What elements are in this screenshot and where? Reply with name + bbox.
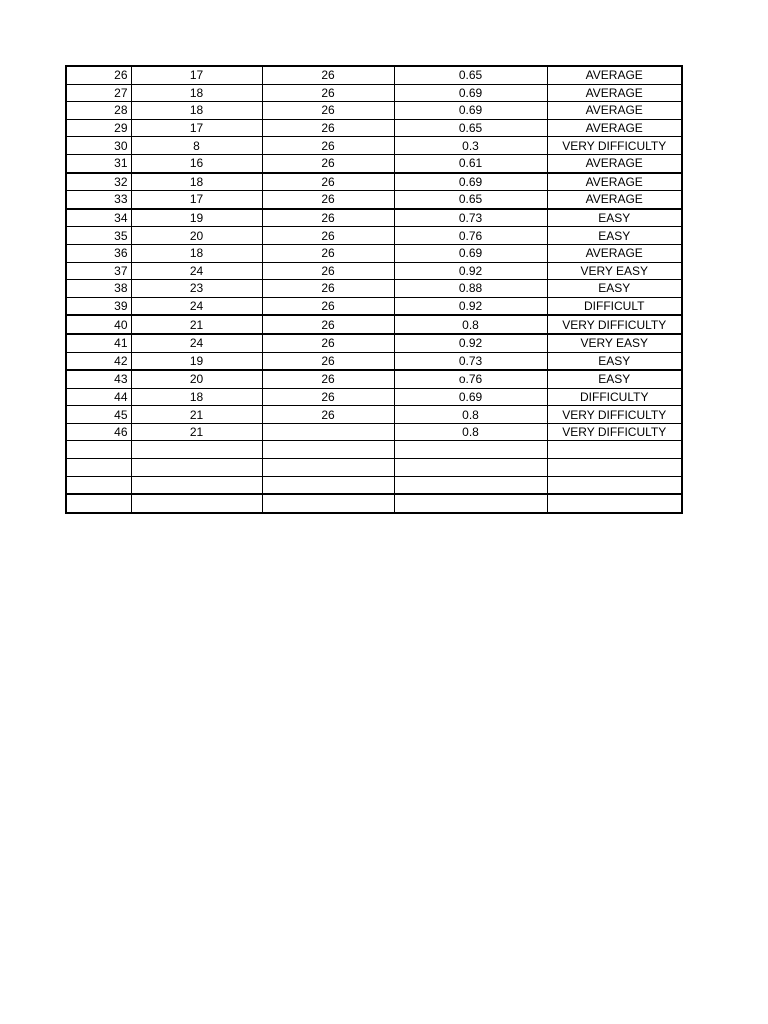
index-cell xyxy=(394,494,547,513)
correct-count-cell: 16 xyxy=(131,154,262,172)
index-cell: 0.69 xyxy=(394,244,547,262)
table-row xyxy=(66,154,682,172)
item-number-cell: 27 xyxy=(66,84,131,102)
total-count-cell xyxy=(262,441,394,459)
level-cell xyxy=(547,476,682,494)
level-cell: VERY EASY xyxy=(547,262,682,280)
table-row xyxy=(66,227,682,245)
item-number-cell: 43 xyxy=(66,370,131,388)
index-cell: 0.92 xyxy=(394,334,547,352)
table-row xyxy=(66,244,682,262)
correct-count-cell: 24 xyxy=(131,262,262,280)
table-row xyxy=(66,494,682,513)
item-number-cell: 39 xyxy=(66,297,131,315)
level-cell: EASY xyxy=(547,209,682,227)
total-count-cell: 26 xyxy=(262,406,394,424)
level-cell xyxy=(547,441,682,459)
total-count-cell: 26 xyxy=(262,173,394,191)
level-cell: DIFFICULT xyxy=(547,297,682,315)
total-count-cell: 26 xyxy=(262,66,394,84)
table-row xyxy=(66,173,682,191)
index-cell: 0.3 xyxy=(394,137,547,155)
index-cell: 0.69 xyxy=(394,388,547,406)
item-number-cell: 31 xyxy=(66,154,131,172)
item-number-cell xyxy=(66,459,131,477)
level-cell: AVERAGE xyxy=(547,119,682,137)
table-row xyxy=(66,66,682,84)
item-number-cell: 33 xyxy=(66,191,131,209)
total-count-cell: 26 xyxy=(262,297,394,315)
index-cell: 0.65 xyxy=(394,66,547,84)
item-analysis-table xyxy=(65,65,683,514)
correct-count-cell: 24 xyxy=(131,297,262,315)
total-count-cell xyxy=(262,459,394,477)
correct-count-cell: 23 xyxy=(131,280,262,298)
index-cell: 0.92 xyxy=(394,297,547,315)
index-cell: 0.61 xyxy=(394,154,547,172)
item-number-cell: 28 xyxy=(66,102,131,120)
item-number-cell: 45 xyxy=(66,406,131,424)
total-count-cell xyxy=(262,423,394,441)
index-cell: 0.8 xyxy=(394,406,547,424)
level-cell: EASY xyxy=(547,370,682,388)
table-row xyxy=(66,209,682,227)
correct-count-cell: 19 xyxy=(131,209,262,227)
total-count-cell: 26 xyxy=(262,280,394,298)
level-cell: AVERAGE xyxy=(547,154,682,172)
item-number-cell: 44 xyxy=(66,388,131,406)
index-cell xyxy=(394,441,547,459)
index-cell: 0.65 xyxy=(394,119,547,137)
level-cell: VERY DIFFICULTY xyxy=(547,406,682,424)
table-row xyxy=(66,352,682,370)
table-row xyxy=(66,441,682,459)
correct-count-cell: 17 xyxy=(131,119,262,137)
level-cell: AVERAGE xyxy=(547,244,682,262)
index-cell: 0.65 xyxy=(394,191,547,209)
index-cell: 0.8 xyxy=(394,423,547,441)
item-number-cell: 34 xyxy=(66,209,131,227)
item-number-cell: 37 xyxy=(66,262,131,280)
index-cell: 0.73 xyxy=(394,352,547,370)
correct-count-cell: 18 xyxy=(131,102,262,120)
item-number-cell: 46 xyxy=(66,423,131,441)
correct-count-cell: 17 xyxy=(131,191,262,209)
total-count-cell: 26 xyxy=(262,334,394,352)
level-cell: AVERAGE xyxy=(547,66,682,84)
table-row xyxy=(66,102,682,120)
total-count-cell: 26 xyxy=(262,154,394,172)
total-count-cell: 26 xyxy=(262,119,394,137)
correct-count-cell: 20 xyxy=(131,370,262,388)
index-cell: 0.69 xyxy=(394,173,547,191)
index-cell: 0.76 xyxy=(394,227,547,245)
index-cell xyxy=(394,476,547,494)
total-count-cell: 26 xyxy=(262,262,394,280)
table-row xyxy=(66,191,682,209)
level-cell: AVERAGE xyxy=(547,84,682,102)
total-count-cell xyxy=(262,476,394,494)
total-count-cell: 26 xyxy=(262,315,394,334)
table-body xyxy=(66,66,682,513)
table-row xyxy=(66,84,682,102)
correct-count-cell: 19 xyxy=(131,352,262,370)
item-number-cell xyxy=(66,441,131,459)
item-number-cell: 35 xyxy=(66,227,131,245)
level-cell: EASY xyxy=(547,352,682,370)
level-cell: EASY xyxy=(547,280,682,298)
level-cell: EASY xyxy=(547,227,682,245)
total-count-cell: 26 xyxy=(262,191,394,209)
index-cell xyxy=(394,459,547,477)
spreadsheet-page xyxy=(65,65,683,514)
table-row xyxy=(66,315,682,334)
total-count-cell: 26 xyxy=(262,102,394,120)
correct-count-cell: 18 xyxy=(131,388,262,406)
level-cell: VERY EASY xyxy=(547,334,682,352)
level-cell: DIFFICULTY xyxy=(547,388,682,406)
table-row xyxy=(66,262,682,280)
correct-count-cell: 21 xyxy=(131,406,262,424)
table-row xyxy=(66,476,682,494)
correct-count-cell: 24 xyxy=(131,334,262,352)
index-cell: 0.8 xyxy=(394,315,547,334)
correct-count-cell xyxy=(131,459,262,477)
correct-count-cell: 21 xyxy=(131,423,262,441)
table-row xyxy=(66,119,682,137)
correct-count-cell: 18 xyxy=(131,173,262,191)
correct-count-cell: 17 xyxy=(131,66,262,84)
correct-count-cell xyxy=(131,441,262,459)
index-cell: 0.92 xyxy=(394,262,547,280)
item-number-cell: 29 xyxy=(66,119,131,137)
item-number-cell: 30 xyxy=(66,137,131,155)
item-number-cell xyxy=(66,494,131,513)
correct-count-cell: 20 xyxy=(131,227,262,245)
level-cell: AVERAGE xyxy=(547,173,682,191)
index-cell: 0.88 xyxy=(394,280,547,298)
index-cell: o.76 xyxy=(394,370,547,388)
total-count-cell: 26 xyxy=(262,352,394,370)
table-row xyxy=(66,406,682,424)
table-row xyxy=(66,423,682,441)
total-count-cell: 26 xyxy=(262,84,394,102)
item-number-cell: 38 xyxy=(66,280,131,298)
item-number-cell: 36 xyxy=(66,244,131,262)
table-row xyxy=(66,334,682,352)
total-count-cell: 26 xyxy=(262,244,394,262)
total-count-cell: 26 xyxy=(262,388,394,406)
index-cell: 0.69 xyxy=(394,84,547,102)
correct-count-cell xyxy=(131,476,262,494)
correct-count-cell: 18 xyxy=(131,84,262,102)
table-row xyxy=(66,137,682,155)
level-cell: AVERAGE xyxy=(547,102,682,120)
item-number-cell: 26 xyxy=(66,66,131,84)
table-row xyxy=(66,280,682,298)
total-count-cell: 26 xyxy=(262,209,394,227)
level-cell: VERY DIFFICULTY xyxy=(547,423,682,441)
index-cell: 0.69 xyxy=(394,102,547,120)
item-number-cell: 41 xyxy=(66,334,131,352)
level-cell xyxy=(547,459,682,477)
level-cell xyxy=(547,494,682,513)
correct-count-cell: 18 xyxy=(131,244,262,262)
correct-count-cell: 21 xyxy=(131,315,262,334)
level-cell: AVERAGE xyxy=(547,191,682,209)
item-number-cell: 42 xyxy=(66,352,131,370)
correct-count-cell: 8 xyxy=(131,137,262,155)
item-number-cell: 32 xyxy=(66,173,131,191)
total-count-cell xyxy=(262,494,394,513)
index-cell: 0.73 xyxy=(394,209,547,227)
total-count-cell: 26 xyxy=(262,370,394,388)
level-cell: VERY DIFFICULTY xyxy=(547,137,682,155)
total-count-cell: 26 xyxy=(262,227,394,245)
total-count-cell: 26 xyxy=(262,137,394,155)
correct-count-cell xyxy=(131,494,262,513)
table-row xyxy=(66,388,682,406)
level-cell: VERY DIFFICULTY xyxy=(547,315,682,334)
item-number-cell: 40 xyxy=(66,315,131,334)
table-row xyxy=(66,370,682,388)
item-number-cell xyxy=(66,476,131,494)
table-row xyxy=(66,459,682,477)
table-row xyxy=(66,297,682,315)
